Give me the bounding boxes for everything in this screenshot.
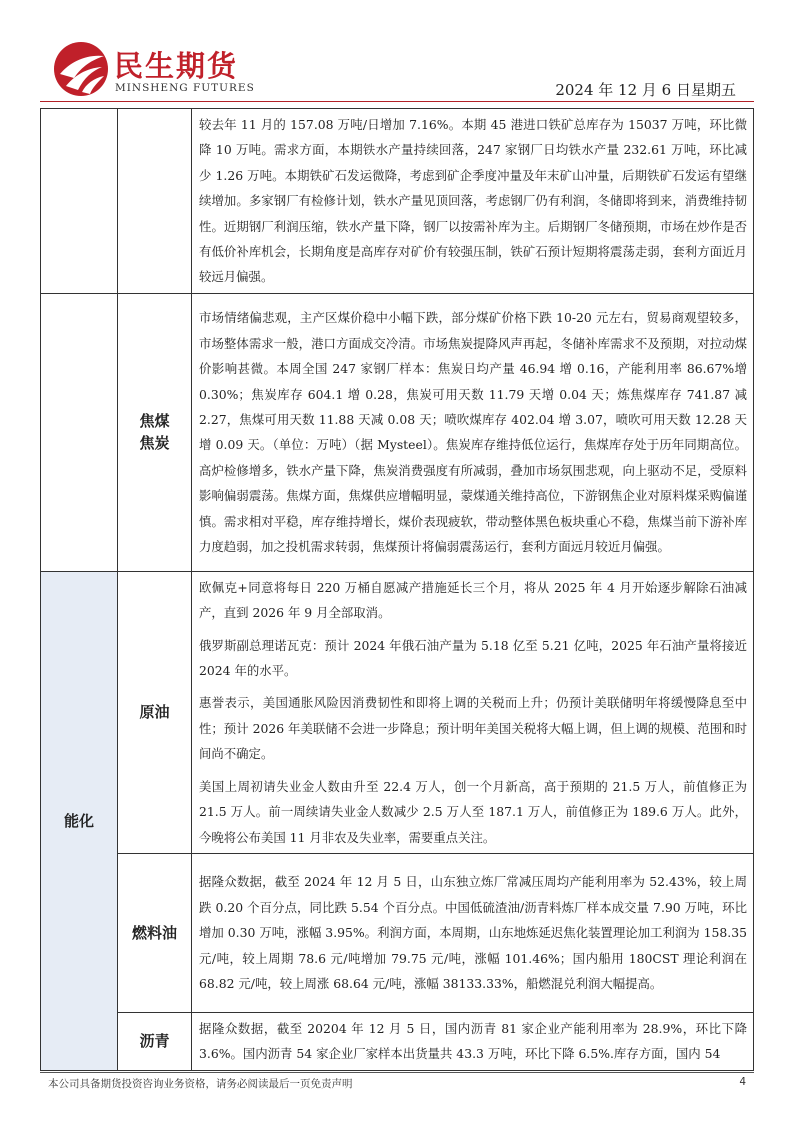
report-date: 2024 年 12 月 6 日星期五	[555, 81, 736, 99]
page-number: 4	[739, 1076, 746, 1088]
table-row	[41, 571, 754, 853]
crude-paragraph: 俄罗斯副总理诺瓦克：预计 2024 年俄石油产量为 5.18 亿至 5.21 亿吨，2025 年石油产量将接近 2024 年的水平。	[199, 637, 747, 679]
coal-coke-text: 市场情绪偏悲观，主产区煤价稳中小幅下跌，部分煤矿价格下跌 10-20 元左右，贸易商观望较多，市场整体需求一般，港口方面成交冷清。市场焦炭提降风声再起，冬储补库需求不及预期，对拉动煤价影响甚微。本周全国 247 家钢厂样本：焦炭日均产量 46.94 增 0.16，产能利用率 86.67%增 0.30%；焦炭库存 604.1 增 0.28，焦炭可用天数 11.79 天增 0.04 天；炼焦煤库存 741.87 减 2.27，焦煤可用天数 11.88 天减 0.08 天；喷吹煤库存 402.04 增 3.07，喷吹可用天数 12.28 天增 0.09 天。（单位：万吨）（据 Mysteel）。焦炭库存维持低位运行，焦煤库存处于历年同期高位。高炉检修增多，铁水产量下降，焦炭消费强度有所减弱，叠加市场氛围悲观，向上驱动不足，受原料影响偏弱震荡。焦煤方面，焦煤供应增幅明显，蒙煤通关维持高位，下游钢焦企业对原料煤采购偏谨慎。需求相对平稳，库存维持增长，煤价表现疲软，带动整体黑色板块重心不稳，焦煤当前下游补库力度趋弱，加之投机需求转弱，焦煤预计将偏弱震荡运行，套利方面远月较近月偏强。	[199, 310, 747, 554]
table-row	[41, 853, 754, 1012]
fuel-oil-commentary	[192, 853, 754, 1012]
coal-coke-label	[118, 293, 192, 571]
asphalt-label: 沥青	[118, 1012, 192, 1070]
subcategory-cell-blank	[118, 109, 192, 294]
commodity-commentary-table	[40, 108, 754, 1071]
iron-ore-text: 较去年 11 月的 157.08 万吨/日增加 7.16%。本期 45 港进口铁矿总库存为 15037 万吨，环比微降 10 万吨。需求方面，本期铁水产量持续回落，247 家钢厂日均铁水产量 232.61 万吨，环比减少 1.26 万吨。本期铁矿石发运微降，考虑到矿企季度冲量及年末矿山冲量，后期铁矿石发运有望继续增加。多家钢厂有检修计划，铁水产量见顶回落，考虑钢厂仍有利润，冬储即将到来，消费维持韧性。近期钢厂利润压缩，铁水产量下降，钢厂以按需补库为主。后期钢厂冬储预期，市场在炒作是否有低价补库机会，长期角度是高库存对矿价有较强压制，铁矿石预计短期将震荡走弱，套利方面近月较远月偏强。	[199, 117, 747, 285]
fuel-oil-label: 燃料油	[118, 853, 192, 1012]
crude-oil-commentary	[192, 571, 754, 853]
asphalt-commentary	[192, 1012, 754, 1070]
coal-coke-commentary	[192, 293, 754, 571]
brand-name: 民生期货	[114, 49, 239, 83]
table-row	[41, 109, 754, 294]
coke-label: 焦炭	[139, 434, 170, 453]
crude-paragraph: 美国上周初请失业金人数由升至 22.4 万人，创一个月新高，高于预期的 21.5 万人，前值修正为 21.5 万人。前一周续请失业金人数减少 2.5 万人至 187.1 万人，前值修正为 189.6 万人。此外，今晚将公布美国 11 月非农及失业率，需要重点关注。	[199, 778, 747, 845]
brand-name-english: MINSHENG FUTURES	[115, 82, 255, 94]
category-energy-chemicals: 能化	[41, 571, 118, 1070]
category-cell-blank	[41, 293, 118, 571]
category-cell-blank	[41, 109, 118, 294]
crude-paragraph: 惠誉表示，美国通胀风险因消费韧性和即将上调的关税而上升；仍预计美联储明年将缓慢降息至中性；预计 2026 年美联储不会进一步降息；预计明年美国关税将大幅上调，但上调的规模、范围和时间尚不确定。	[199, 695, 747, 762]
minsheng-logo-icon	[52, 40, 110, 98]
coking-coal-label: 焦煤	[139, 412, 170, 431]
crude-paragraph: 欧佩克+同意将每日 220 万桶自愿减产措施延长三个月，将从 2025 年 4 月开始逐步解除石油减产，直到 2026 年 9 月全部取消。	[199, 579, 747, 621]
fuel-oil-text: 据隆众数据，截至 2024 年 12 月 5 日，山东独立炼厂常减压周均产能利用率为 52.43%，较上周跌 0.20 个百分点，同比跌 5.54 个百分点。中国低硫渣油/沥青料炼厂样本成交量 7.90 万吨，环比增加 0.30 万吨，涨幅 3.95%。利润方面，本周期，山东地炼延迟焦化装置理论加工利润为 158.35 元/吨，较上周期 78.6 元/吨增加 79.75 元/吨，涨幅 101.46%；国内船用 180CST 理论利润在 68.82 元/吨，较上周涨 68.64 元/吨，涨幅 38133.33%，船燃混兑利润大幅提高。	[199, 874, 747, 992]
table-row	[41, 293, 754, 571]
header-divider	[40, 101, 754, 102]
footer-divider	[40, 1072, 754, 1073]
page-header	[0, 0, 794, 108]
crude-oil-label: 原油	[118, 571, 192, 853]
iron-ore-commentary	[192, 109, 754, 294]
table-row	[41, 1012, 754, 1070]
asphalt-text: 据隆众数据，截至 20204 年 12 月 5 日，国内沥青 81 家企业产能利用率为 28.9%，环比下降 3.6%。国内沥青 54 家企业厂家样本出货量共 43.3 万吨，环比下降 6.5%.库存方面，国内 54	[199, 1020, 747, 1062]
footer-disclaimer: 本公司具备期货投资咨询业务资格，请务必阅读最后一页免责声明	[48, 1078, 353, 1090]
